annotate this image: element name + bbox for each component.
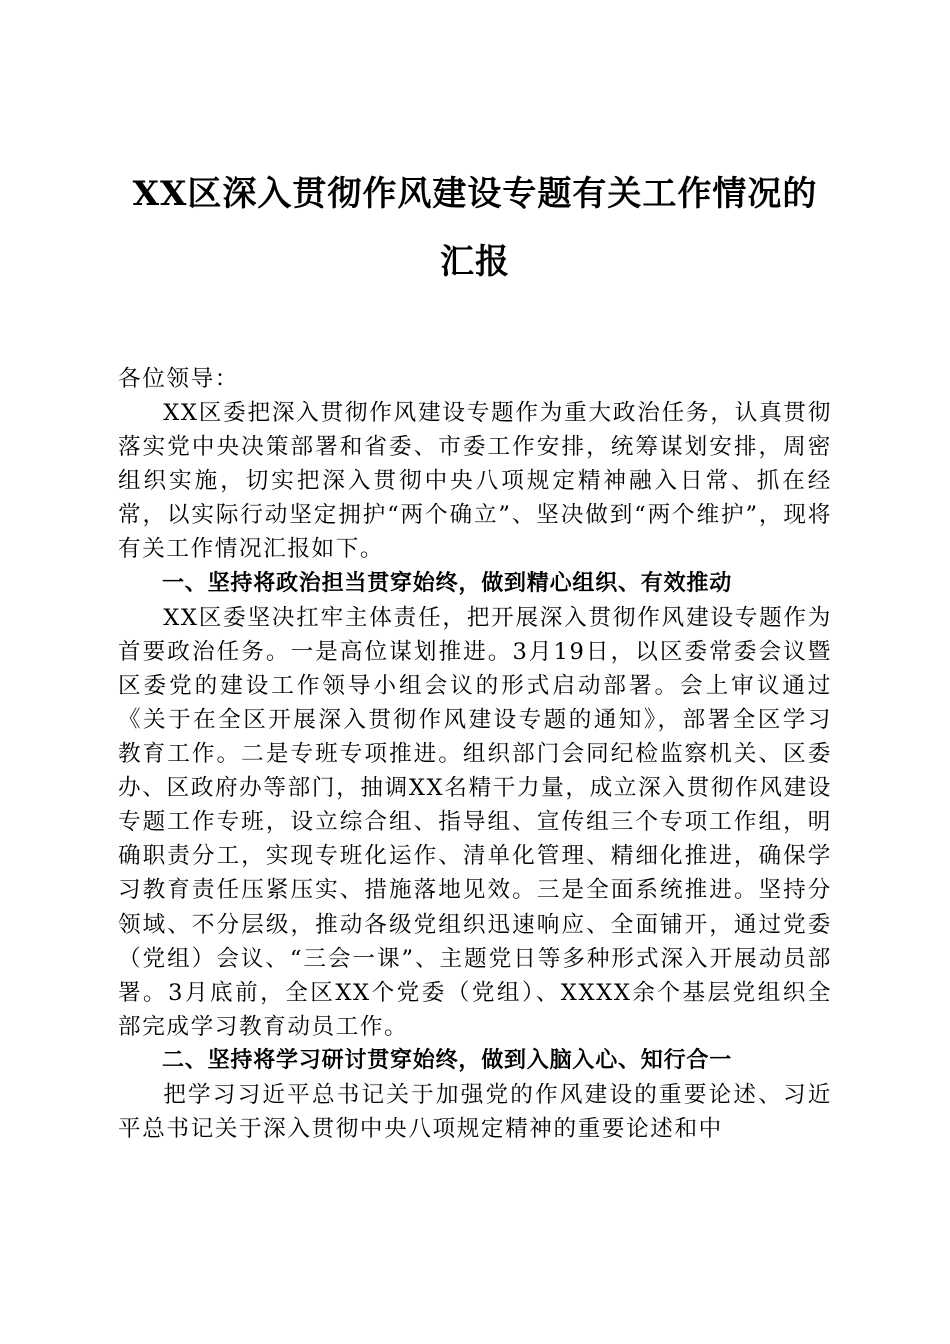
section-2-paragraph: 把学习习近平总书记关于加强党的作风建设的重要论述、习近平总书记关于深入贯彻中央八项规定精神的重要论述和中 — [118, 1081, 832, 1143]
salutation: 各位领导： — [118, 366, 239, 392]
section-1-paragraph: XX区委坚决扛牢主体责任，把开展深入贯彻作风建设专题作为首要政治任务。一是高位谋划推进。3月19日，以区委常委会议暨区委党的建设工作领导小组会议的形式启动部署。会上审议通过《关于在全区开展深入贯彻作风建设专题的通知》，部署全区学习教育工作。二是专班专项推进。组织部门会同纪检监察机关、区委办、区政府办等部门，抽调XX名精干力量，成立深入贯彻作风建设专题工作专班，设立综合组、指导组、宣传组三个专项工作组，明确职责分工，实现专班化运作、清单化管理、精细化推进，确保学习教育责任压紧压实、措施落地见效。三是全面系统推进。坚持分领域、不分层级，推动各级党组织迅速响应、全面铺开，通过党委（党组）会议、“三会一课”、主题党日等多种形式深入开展动员部署。3月底前，全区XX个党委（党组）、XXXX余个基层党组织全部完成学习教育动员工作。 — [118, 604, 832, 1040]
intro-paragraph: XX区委把深入贯彻作风建设专题作为重大政治任务，认真贯彻落实党中央决策部署和省委、市委工作安排，统筹谋划安排，周密组织实施，切实把深入贯彻中央八项规定精神融入日常、抓在经常，以实际行动坚定拥护“两个确立”、坚决做到“两个维护”，现将有关工作情况汇报如下。 — [118, 400, 832, 563]
document-title-line-1: XX区深入贯彻作风建设专题有关工作情况的 — [132, 174, 818, 214]
document-body — [118, 362, 832, 1146]
section-2-heading: 二、坚持将学习研讨贯穿始终，做到入脑入心、知行合一 — [162, 1047, 733, 1073]
section-1-heading: 一、坚持将政治担当贯穿始终，做到精心组织、有效推动 — [162, 570, 733, 596]
document-title-line-2: 汇报 — [440, 242, 510, 282]
